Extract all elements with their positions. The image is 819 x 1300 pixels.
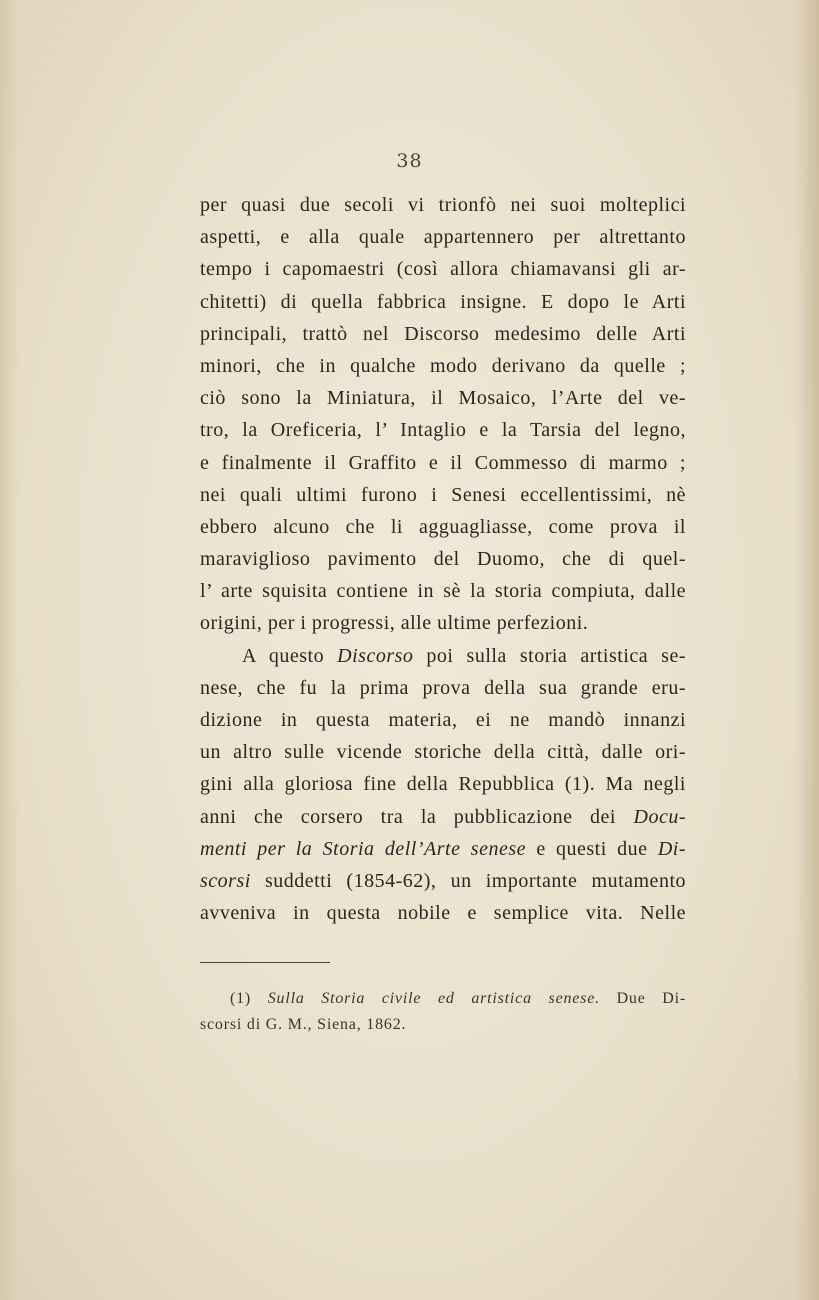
text-line: nei quali ultimi furono i Senesi eccellentissimi, nè <box>200 483 686 506</box>
page-edge-left <box>0 0 18 1300</box>
text-line: e finalmente il Graffito e il Commesso di marmo ; <box>200 451 686 474</box>
text-run: poi sulla storia artistica se- <box>413 644 686 667</box>
text-line: ciò sono la Miniatura, il Mosaico, l’Arte del ve- <box>200 387 686 410</box>
italic-title: Di- <box>657 837 687 860</box>
text-run: anni che corsero tra la pubblicazione dei <box>200 805 634 828</box>
text-line: chitetti) di quella fabbrica insigne. E dopo le Arti <box>200 290 686 313</box>
text-line: maraviglioso pavimento del Duomo, che di quel- <box>200 548 686 571</box>
page-number: 38 <box>396 150 423 172</box>
text-line: dizione in questa materia, ei ne mandò innanzi <box>200 709 686 731</box>
body-text <box>200 189 686 929</box>
text-line <box>200 865 686 897</box>
italic-title: Discorso <box>337 644 414 667</box>
footnote-rule <box>200 962 330 963</box>
text-line: ebbero alcuno che li agguagliasse, come prova il <box>200 515 686 538</box>
text-line: minori, che in qualche modo derivano da quelle ; <box>200 354 686 377</box>
text-line: nese, che fu la prima prova della sua grande eru- <box>200 676 686 699</box>
text-line: avveniva in questa nobile e semplice vita. Nelle <box>200 902 686 925</box>
footnote <box>200 986 686 1038</box>
text-line: aspetti, e alla quale appartennero per altrettanto <box>200 226 686 249</box>
footnote-marker: (1) <box>230 990 268 1007</box>
text-line: tro, la Oreficeria, l’ Intaglio e la Tarsia del legno, <box>200 419 686 442</box>
text-line: tempo i capomaestri (così allora chiamavansi gli ar- <box>200 258 686 281</box>
page-edge-right <box>795 0 819 1300</box>
text-run: A questo <box>242 644 338 667</box>
italic-title: Sulla Storia civile ed artistica senese. <box>267 990 600 1007</box>
text-line: origini, per i progressi, alle ultime perfezioni. <box>200 612 589 635</box>
text-run: suddetti (1854-62), un importante mutamento <box>250 869 686 892</box>
italic-title: Docu- <box>633 805 686 828</box>
text-line: gini alla gloriosa fine della Repubblica (1). Ma negli <box>200 773 686 796</box>
text-run: Due Di- <box>599 990 687 1007</box>
text-line <box>200 801 686 833</box>
italic-title: scorsi <box>200 869 251 892</box>
text-line: per quasi due secoli vi trionfò nei suoi molteplici <box>200 194 686 216</box>
text-line-paragraph-start <box>200 640 686 672</box>
text-line: un altro sulle vicende storiche della città, dalle ori- <box>200 741 686 764</box>
text-line <box>200 833 686 865</box>
text-line: principali, trattò nel Discorso medesimo delle Arti <box>200 322 686 345</box>
text-line: l’ arte squisita contiene in sè la storia compiuta, dalle <box>200 580 686 603</box>
text-run: e questi due <box>525 837 658 860</box>
italic-title: menti per la Storia dell’Arte senese <box>200 837 526 860</box>
footnote-line: scorsi di G. M., Siena, 1862. <box>200 1016 407 1033</box>
footnote-line <box>200 986 686 1012</box>
